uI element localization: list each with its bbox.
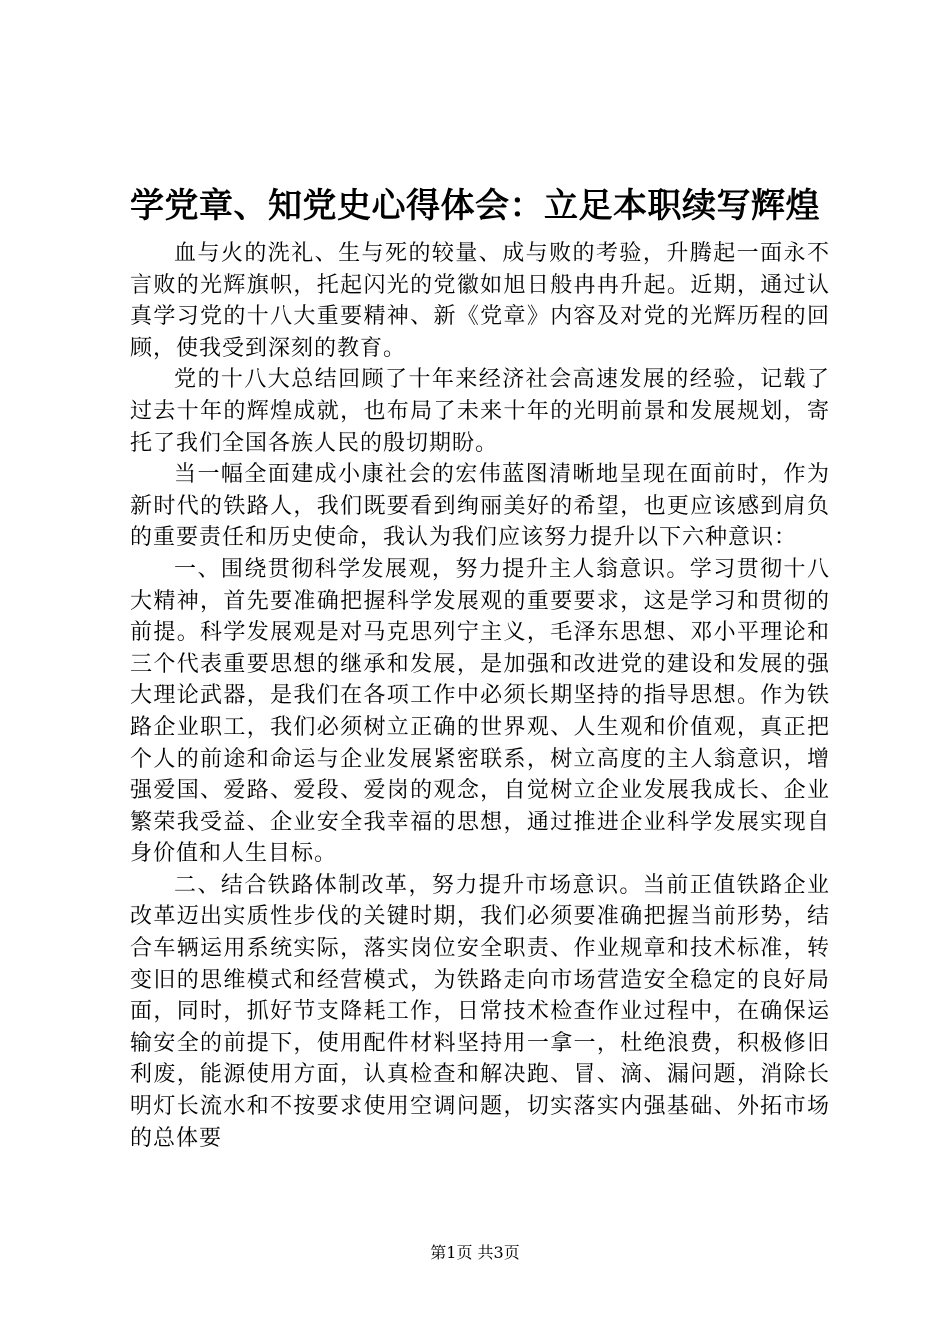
paragraph: 党的十八大总结回顾了十年来经济社会高速发展的经验，记载了过去十年的辉煌成就，也布局了未来十年的光明前景和发展规划，寄托了我们全国各族人民的殷切期盼。 [130, 367, 830, 456]
page-footer [0, 1243, 950, 1263]
page-number: 第1页 共3页 [430, 1243, 520, 1262]
document-title: 学党章、知党史心得体会：立足本职续写辉煌 [130, 186, 820, 226]
paragraph: 当一幅全面建成小康社会的宏伟蓝图清晰地呈现在面前时，作为新时代的铁路人，我们既要看到绚丽美好的希望，也更应该感到肩负的重要责任和历史使命，我认为我们应该努力提升以下六种意识： [130, 462, 830, 551]
paragraph: 一、围绕贯彻科学发展观，努力提升主人翁意识。学习贯彻十八大精神，首先要准确把握科学发展观的重要要求，这是学习和贯彻的前提。科学发展观是对马克思列宁主义，毛泽东思想、邓小平理论和三个代表重要思想的继承和发展，是加强和改进党的建设和发展的强大理论武器，是我们在各项工作中必须长期坚持的指导思想。作为铁路企业职工，我们必须树立正确的世界观、人生观和价值观，真正把个人的前途和命运与企业发展紧密联系，树立高度的主人翁意识，增强爱国、爱路、爱段、爱岗的观念，自觉树立企业发展我成长、企业繁荣我受益、企业安全我幸福的思想，通过推进企业科学发展实现自身价值和人生目标。 [130, 556, 830, 867]
paragraph: 二、结合铁路体制改革，努力提升市场意识。当前正值铁路企业改革迈出实质性步伐的关键时期，我们必须要准确把握当前形势，结合车辆运用系统实际，落实岗位安全职责、作业规章和技术标准，转变旧的思维模式和经营模式，为铁路走向市场营造安全稳定的良好局面，同时，抓好节支降耗工作，日常技术检查作业过程中，在确保运输安全的前提下，使用配件材料坚持用一拿一，杜绝浪费，积极修旧利废，能源使用方面，认真检查和解决跑、冒、滴、漏问题，消除长明灯长流水和不按要求使用空调问题，切实落实内强基础、外拓市场的总体要 [130, 872, 830, 1151]
paragraph: 血与火的洗礼、生与死的较量、成与败的考验，升腾起一面永不言败的光辉旗帜，托起闪光的党徽如旭日般冉冉升起。近期，通过认真学习党的十八大重要精神、新《党章》内容及对党的光辉历程的回顾，使我受到深刻的教育。 [130, 241, 830, 361]
document-body [130, 238, 830, 1154]
